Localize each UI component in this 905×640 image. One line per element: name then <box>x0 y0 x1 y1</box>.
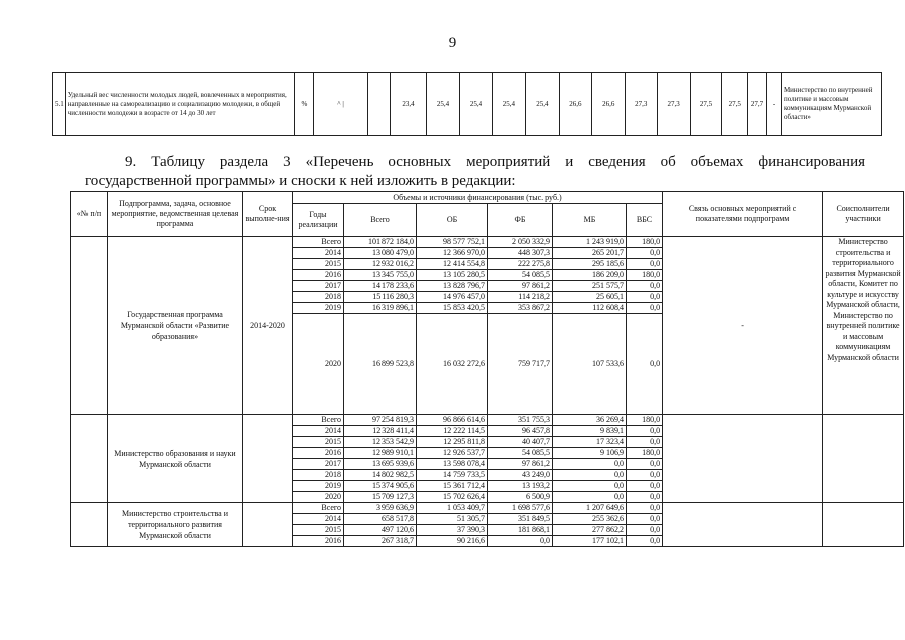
header-row <box>71 192 904 204</box>
amount-cell: 267 318,7 <box>344 536 417 547</box>
amount-cell: 0,0 <box>553 459 627 470</box>
amount-cell: 353 867,2 <box>488 303 553 314</box>
year-cell: 2015 <box>293 259 344 270</box>
amount-cell: 0,0 <box>627 281 663 292</box>
amount-cell: 13 193,2 <box>488 481 553 492</box>
year-cell: 2016 <box>293 448 344 459</box>
amount-cell: 12 353 542,9 <box>344 437 417 448</box>
amount-cell: 759 717,7 <box>488 314 553 415</box>
year-cell: 2016 <box>293 536 344 547</box>
amount-cell: 1 207 649,6 <box>553 503 627 514</box>
amount-cell: 36 269,4 <box>553 415 627 426</box>
amount-cell: 14 759 733,5 <box>417 470 488 481</box>
value: 25,4 <box>460 73 493 136</box>
amount-cell: 13 080 479,0 <box>344 248 417 259</box>
link-cell: - <box>663 237 823 415</box>
amount-cell: 658 517,8 <box>344 514 417 525</box>
unit: % <box>295 73 314 136</box>
amount-cell: 0,0 <box>627 248 663 259</box>
paragraph-line-1: 9. Таблицу раздела 3 «Перечень основных мероприятий и сведения об объемах финансирования <box>125 154 865 170</box>
amount-cell: 186 209,0 <box>553 270 627 281</box>
value: 25,4 <box>492 73 525 136</box>
year-cell: 2018 <box>293 470 344 481</box>
amount-cell: 180,0 <box>627 237 663 248</box>
amount-cell: 54 085,5 <box>488 270 553 281</box>
indicator-name: Удельный вес численности молодых людей, вовлеченных в мероприятия, направленные на самореализацию и социализацию молодежи, в общей численности молодежи в возрасте от 14 до 30 лет <box>65 73 295 136</box>
amount-cell: 351 849,5 <box>488 514 553 525</box>
year-cell: 2017 <box>293 459 344 470</box>
program-name: Государственная программа Мурманской области «Развитие образования» <box>108 237 243 415</box>
amount-cell: 265 201,7 <box>553 248 627 259</box>
amount-cell: 497 120,6 <box>344 525 417 536</box>
amount-cell: 1 698 577,6 <box>488 503 553 514</box>
partners-cell: Министерство строительства и территориального развития Мурманской области, Комитет по культуре и искусству Мурманской области, Министерство по внутренней политике и массовым коммуникациям Мурманской области <box>823 237 904 415</box>
amount-cell: 15 116 280,3 <box>344 292 417 303</box>
amount-cell: 0,0 <box>627 492 663 503</box>
amount-cell: 3 959 636,9 <box>344 503 417 514</box>
amount-cell: 9 106,9 <box>553 448 627 459</box>
amount-cell: 12 222 114,5 <box>417 426 488 437</box>
year-cell: 2018 <box>293 292 344 303</box>
amount-cell: 222 275,8 <box>488 259 553 270</box>
amount-cell: 0,0 <box>627 259 663 270</box>
amount-cell: 1 053 409,7 <box>417 503 488 514</box>
amount-cell: 2 050 332,9 <box>488 237 553 248</box>
amount-cell: 96 457,8 <box>488 426 553 437</box>
amount-cell: 0,0 <box>553 470 627 481</box>
year-cell: 2019 <box>293 481 344 492</box>
row-number <box>71 415 108 503</box>
amount-cell: 98 577 752,1 <box>417 237 488 248</box>
value: 26,6 <box>591 73 625 136</box>
value: 27,7 <box>747 73 766 136</box>
funding-table <box>70 191 904 547</box>
value: 25,4 <box>525 73 559 136</box>
amount-cell: 96 866 614,6 <box>417 415 488 426</box>
table-row <box>53 73 882 136</box>
value <box>367 73 390 136</box>
amount-cell: 1 243 919,0 <box>553 237 627 248</box>
amount-cell: 251 575,7 <box>553 281 627 292</box>
amount-cell: 13 105 280,5 <box>417 270 488 281</box>
amount-cell: 25 605,1 <box>553 292 627 303</box>
amount-cell: 6 500,9 <box>488 492 553 503</box>
amount-cell: 97 254 819,3 <box>344 415 417 426</box>
amount-cell: 0,0 <box>627 437 663 448</box>
amount-cell: 101 872 184,0 <box>344 237 417 248</box>
amount-cell: 0,0 <box>627 470 663 481</box>
year-cell: 2014 <box>293 248 344 259</box>
year-cell: Всего <box>293 503 344 514</box>
header-total: Всего <box>344 204 417 237</box>
amount-cell: 277 862,2 <box>553 525 627 536</box>
value: 23,4 <box>390 73 426 136</box>
amount-cell: 0,0 <box>488 536 553 547</box>
table-row <box>71 415 904 426</box>
amount-cell: 351 755,3 <box>488 415 553 426</box>
instruction-paragraph <box>85 153 865 191</box>
amount-cell: 255 362,6 <box>553 514 627 525</box>
header-ob: ОБ <box>417 204 488 237</box>
term: 2014-2020 <box>243 237 293 415</box>
year-cell: 2020 <box>293 314 344 415</box>
amount-cell: 0,0 <box>553 492 627 503</box>
link-cell <box>663 415 823 503</box>
header-mb: МБ <box>553 204 627 237</box>
partners-cell <box>823 415 904 503</box>
amount-cell: 15 702 626,4 <box>417 492 488 503</box>
amount-cell: 112 608,4 <box>553 303 627 314</box>
amount-cell: 16 032 272,6 <box>417 314 488 415</box>
amount-cell: 97 861,2 <box>488 281 553 292</box>
term <box>243 415 293 503</box>
amount-cell: 51 305,7 <box>417 514 488 525</box>
header-link: Связь основных мероприятий с показателями подпрограмм <box>663 192 823 237</box>
amount-cell: 180,0 <box>627 415 663 426</box>
row-number <box>71 503 108 547</box>
year-cell: Всего <box>293 415 344 426</box>
link-cell <box>663 503 823 547</box>
amount-cell: 14 802 982,5 <box>344 470 417 481</box>
header-fb: ФБ <box>488 204 553 237</box>
amount-cell: 54 085,5 <box>488 448 553 459</box>
amount-cell: 0,0 <box>627 314 663 415</box>
header-years: Годы реализации <box>293 204 344 237</box>
year-cell: Всего <box>293 237 344 248</box>
amount-cell: 12 989 910,1 <box>344 448 417 459</box>
value: 27,3 <box>625 73 657 136</box>
amount-cell: 114 218,2 <box>488 292 553 303</box>
amount-cell: 12 414 554,8 <box>417 259 488 270</box>
row-number: 5.1 <box>53 73 66 136</box>
value: - <box>767 73 782 136</box>
year-cell: 2015 <box>293 437 344 448</box>
header-program: Подпрограмма, задача, основное мероприятие, ведомственная целевая программа <box>108 192 243 237</box>
amount-cell: 12 328 411,4 <box>344 426 417 437</box>
year-cell: 2014 <box>293 426 344 437</box>
table-row <box>71 503 904 514</box>
amount-cell: 0,0 <box>627 292 663 303</box>
header-vbs: ВБС <box>627 204 663 237</box>
amount-cell: 0,0 <box>627 459 663 470</box>
amount-cell: 16 899 523,8 <box>344 314 417 415</box>
year-cell: 2016 <box>293 270 344 281</box>
amount-cell: 15 853 420,5 <box>417 303 488 314</box>
header-term: Срок выполне-ния <box>243 192 293 237</box>
amount-cell: 37 390,3 <box>417 525 488 536</box>
amount-cell: 448 307,3 <box>488 248 553 259</box>
amount-cell: 12 932 016,2 <box>344 259 417 270</box>
amount-cell: 177 102,1 <box>553 536 627 547</box>
header-num: «№ п/п <box>71 192 108 237</box>
amount-cell: 13 695 939,6 <box>344 459 417 470</box>
amount-cell: 15 361 712,4 <box>417 481 488 492</box>
amount-cell: 0,0 <box>627 426 663 437</box>
partners-cell <box>823 503 904 547</box>
amount-cell: 295 185,6 <box>553 259 627 270</box>
amount-cell: 13 828 796,7 <box>417 281 488 292</box>
amount-cell: 181 868,1 <box>488 525 553 536</box>
amount-cell: 0,0 <box>627 525 663 536</box>
amount-cell: 180,0 <box>627 448 663 459</box>
amount-cell: 9 839,1 <box>553 426 627 437</box>
amount-cell: 13 345 755,0 <box>344 270 417 281</box>
responsible: Министерство по внутренней политике и массовым коммуникациям Мурманской области» <box>781 73 881 136</box>
amount-cell: 12 366 970,0 <box>417 248 488 259</box>
amount-cell: 40 407,7 <box>488 437 553 448</box>
year-cell: 2014 <box>293 514 344 525</box>
year-cell: 2017 <box>293 281 344 292</box>
value: 27,3 <box>657 73 690 136</box>
amount-cell: 43 249,0 <box>488 470 553 481</box>
amount-cell: 14 976 457,0 <box>417 292 488 303</box>
year-cell: 2019 <box>293 303 344 314</box>
program-name: Министерство образования и науки Мурманской области <box>108 415 243 503</box>
value: 25,4 <box>427 73 460 136</box>
program-name: Министерство строительства и территориального развития Мурманской области <box>108 503 243 547</box>
value: 26,6 <box>559 73 591 136</box>
amount-cell: 0,0 <box>627 536 663 547</box>
year-cell: 2020 <box>293 492 344 503</box>
amount-cell: 97 861,2 <box>488 459 553 470</box>
amount-cell: 12 926 537,7 <box>417 448 488 459</box>
page-number: 9 <box>448 35 457 51</box>
row-number <box>71 237 108 415</box>
term <box>243 503 293 547</box>
table-row <box>71 237 904 248</box>
amount-cell: 15 374 905,6 <box>344 481 417 492</box>
value: 27,5 <box>690 73 722 136</box>
amount-cell: 0,0 <box>627 303 663 314</box>
amount-cell: 17 323,4 <box>553 437 627 448</box>
amount-cell: 0,0 <box>553 481 627 492</box>
sign: ^ | <box>314 73 367 136</box>
amount-cell: 15 709 127,3 <box>344 492 417 503</box>
paragraph-line-2: государственной программы» и сноски к ней изложить в редакции: <box>85 173 516 189</box>
amount-cell: 16 319 896,1 <box>344 303 417 314</box>
amount-cell: 180,0 <box>627 270 663 281</box>
amount-cell: 13 598 078,4 <box>417 459 488 470</box>
header-partners: Соисполнители участники <box>823 192 904 237</box>
amount-cell: 90 216,6 <box>417 536 488 547</box>
amount-cell: 12 295 811,8 <box>417 437 488 448</box>
value: 27,5 <box>722 73 748 136</box>
header-funding: Объемы и источники финансирования (тыс. руб.) <box>293 192 663 204</box>
year-cell: 2015 <box>293 525 344 536</box>
amount-cell: 107 533,6 <box>553 314 627 415</box>
amount-cell: 0,0 <box>627 514 663 525</box>
amount-cell: 14 178 233,6 <box>344 281 417 292</box>
indicator-table <box>52 72 882 136</box>
amount-cell: 0,0 <box>627 503 663 514</box>
amount-cell: 0,0 <box>627 481 663 492</box>
